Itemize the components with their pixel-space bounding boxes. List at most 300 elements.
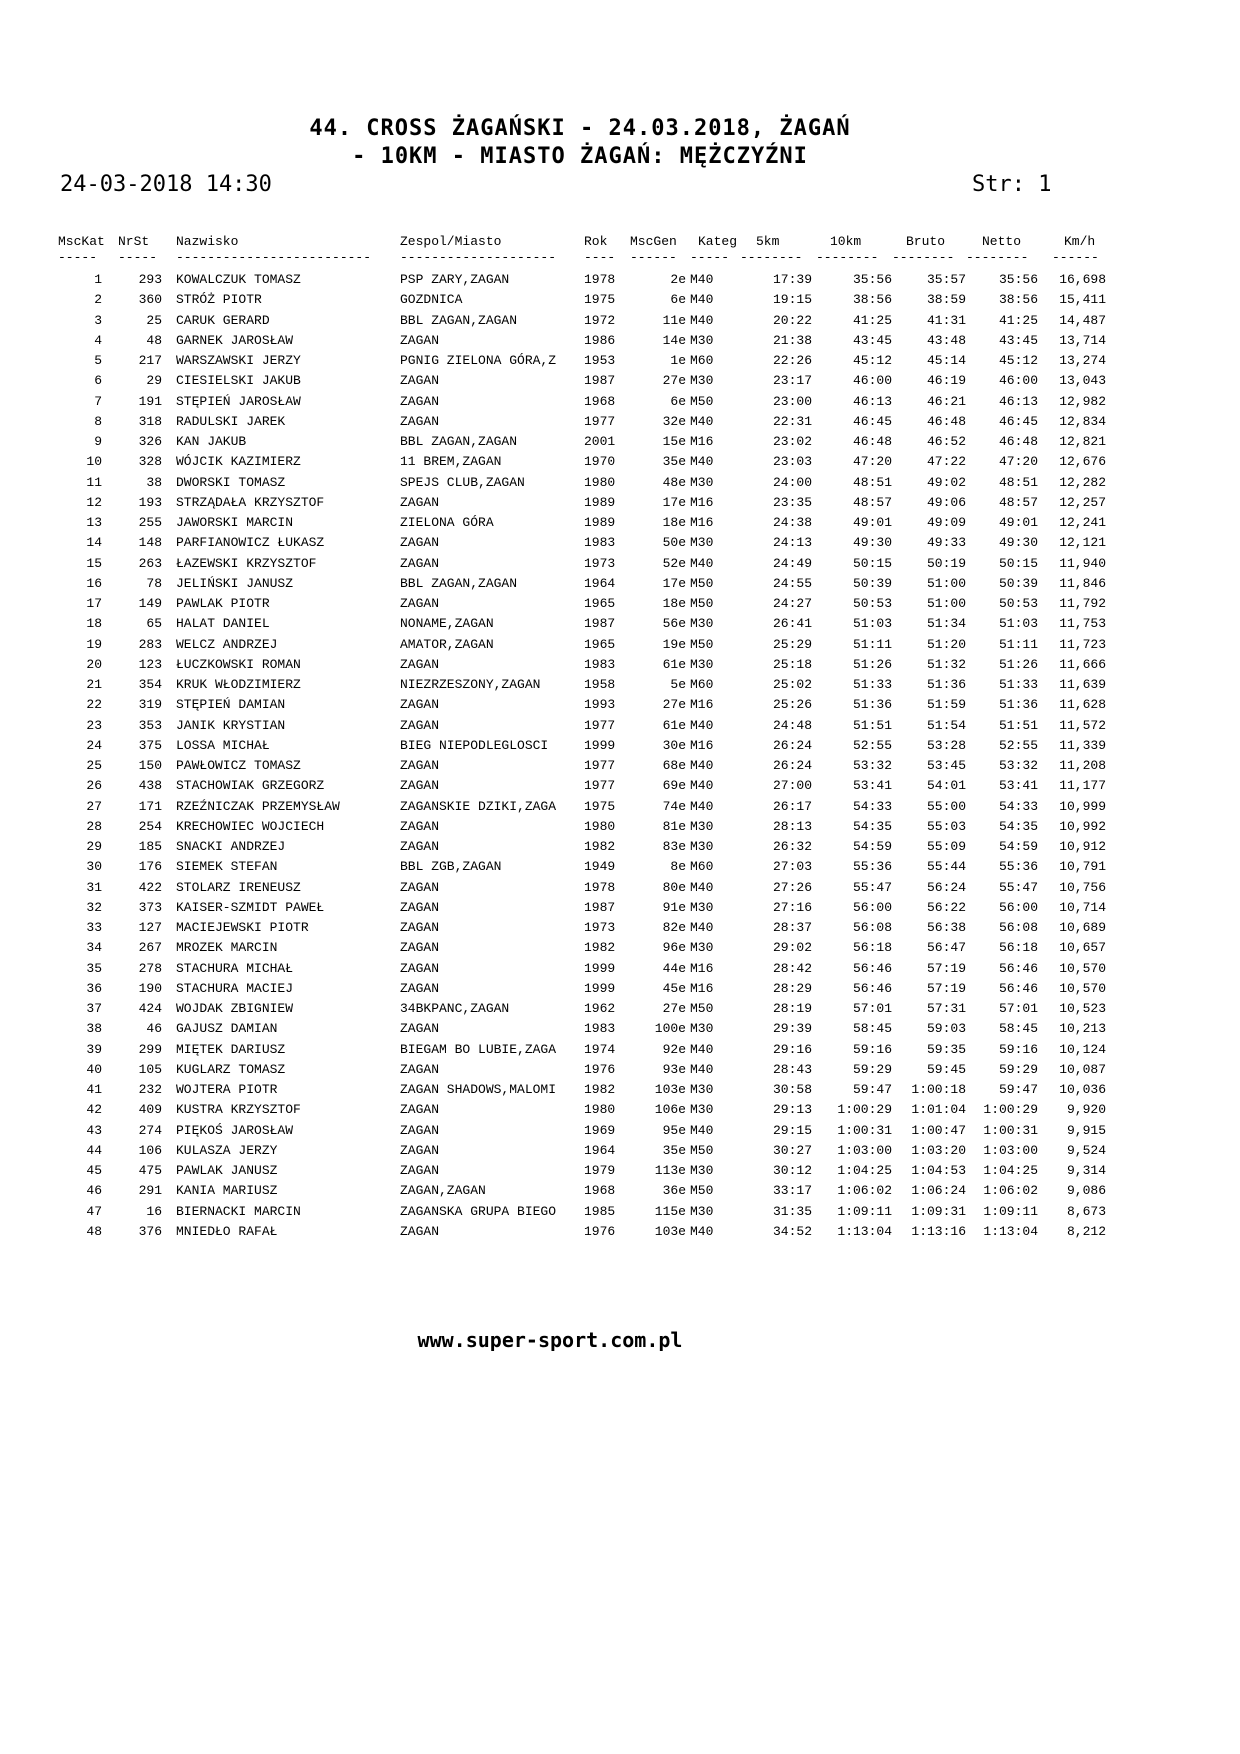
row-rok: 1970 (584, 454, 616, 470)
row-name: LOSSA MICHAŁ (176, 737, 270, 753)
row-netto: 57:01 (998, 1001, 1038, 1016)
row-bruto: 53:28 (926, 737, 966, 753)
row-mscgen: 30e (662, 737, 686, 753)
row-kateg: M30 (690, 535, 714, 551)
row-mscgen: 96e (662, 940, 686, 956)
row-5km: 29:16 (772, 1041, 812, 1057)
row-msckat: 13 (86, 515, 102, 530)
row-bruto: 1:04:53 (911, 1163, 966, 1178)
row-msckat: 7 (94, 393, 102, 409)
row-nrst: 185 (138, 839, 162, 854)
row-mscgen: 27e (662, 1001, 686, 1016)
dash-club: -------------------- (400, 250, 557, 265)
row-kateg: M40 (690, 758, 714, 773)
row-10km: 53:41 (852, 778, 892, 794)
row-10km: 41:25 (852, 312, 892, 328)
row-kateg: M30 (690, 940, 714, 956)
row-club: NONAME,ZAGAN (400, 616, 494, 632)
row-rok: 1949 (584, 859, 616, 875)
dash-rok: ---- (584, 250, 616, 265)
row-kmh: 9,920 (1066, 1102, 1106, 1118)
row-kmh: 13,274 (1059, 353, 1106, 368)
row-kmh: 10,036 (1059, 1082, 1106, 1097)
row-5km: 24:49 (772, 555, 812, 571)
dash-netto: -------- (966, 250, 1029, 265)
row-kmh: 10,087 (1059, 1061, 1106, 1077)
row-10km: 51:03 (852, 616, 892, 632)
row-club: 34BKPANC,ZAGAN (400, 1001, 510, 1016)
row-nrst: 424 (138, 1001, 162, 1016)
row-kateg: M40 (690, 798, 714, 814)
row-kmh: 14,487 (1059, 312, 1106, 328)
row-msckat: 42 (86, 1102, 102, 1118)
row-10km: 50:39 (852, 575, 892, 591)
row-club: ZAGAN (400, 1061, 440, 1077)
row-name: SNACKI ANDRZEJ (176, 839, 286, 854)
row-10km: 55:47 (852, 879, 892, 895)
row-rok: 1968 (584, 393, 616, 409)
row-5km: 28:29 (772, 980, 812, 996)
row-club: PGNIG ZIELONA GÓRA,Z (400, 353, 557, 368)
footer-url[interactable]: www.super-sport.com.pl (417, 1328, 683, 1352)
row-club: ZAGAN (400, 596, 440, 611)
row-name: PARFIANOWICZ ŁUKASZ (176, 535, 325, 551)
row-10km: 53:32 (852, 758, 892, 773)
row-5km: 26:17 (772, 798, 812, 814)
row-bruto: 46:48 (926, 413, 966, 429)
row-kmh: 11,666 (1059, 656, 1106, 672)
row-kmh: 11,792 (1059, 596, 1106, 611)
row-name: KANIA MARIUSZ (176, 1183, 278, 1199)
row-kateg: M40 (690, 555, 714, 571)
row-kmh: 12,676 (1059, 454, 1106, 470)
row-name: GARNEK JAROSŁAW (176, 332, 294, 348)
row-kateg: M30 (690, 1082, 714, 1097)
row-mscgen: 35e (662, 1142, 686, 1158)
row-bruto: 49:02 (926, 474, 966, 490)
row-5km: 22:26 (772, 353, 812, 368)
row-name: WARSZAWSKI JERZY (176, 353, 301, 368)
row-rok: 1982 (584, 1082, 616, 1097)
row-nrst: 16 (146, 1203, 162, 1219)
row-kmh: 10,213 (1059, 1021, 1106, 1037)
row-5km: 22:31 (772, 413, 812, 429)
row-netto: 1:09:11 (983, 1203, 1038, 1219)
row-10km: 59:47 (852, 1082, 892, 1097)
row-10km: 46:48 (852, 434, 892, 449)
row-mscgen: 103e (654, 1082, 686, 1097)
row-bruto: 1:13:16 (911, 1223, 966, 1239)
row-10km: 51:11 (852, 636, 892, 652)
row-name: SIEMEK STEFAN (176, 859, 278, 875)
row-kmh: 11,208 (1059, 758, 1106, 773)
row-bruto: 1:00:18 (911, 1082, 966, 1097)
row-msckat: 38 (86, 1021, 102, 1037)
row-10km: 48:51 (852, 474, 892, 490)
page-subtitle: - 10KM - MIASTO ŻAGAŃ: MĘŻCZYŹNI (352, 144, 808, 169)
row-5km: 29:02 (772, 940, 812, 956)
row-msckat: 10 (86, 454, 102, 470)
row-kateg: M40 (690, 879, 714, 895)
row-netto: 1:04:25 (983, 1163, 1038, 1178)
row-bruto: 54:01 (926, 778, 966, 794)
row-name: KAISER-SZMIDT PAWEŁ (176, 899, 325, 915)
row-mscgen: 69e (662, 778, 686, 794)
row-5km: 25:18 (772, 656, 812, 672)
row-msckat: 14 (86, 535, 102, 551)
row-msckat: 36 (86, 980, 102, 996)
row-msckat: 21 (86, 677, 102, 692)
row-10km: 48:57 (852, 494, 892, 510)
row-mscgen: 103e (654, 1223, 686, 1239)
row-5km: 23:17 (772, 373, 812, 389)
row-10km: 50:53 (852, 596, 892, 611)
row-mscgen: 56e (662, 616, 686, 632)
row-5km: 26:24 (772, 737, 812, 753)
row-msckat: 19 (86, 636, 102, 652)
row-nrst: 373 (138, 899, 162, 915)
row-msckat: 26 (86, 778, 102, 794)
row-kmh: 9,314 (1066, 1163, 1106, 1178)
row-netto: 48:51 (998, 474, 1038, 490)
row-msckat: 30 (86, 859, 102, 875)
header-nrst: NrSt (118, 234, 150, 249)
row-bruto: 51:36 (926, 677, 966, 692)
row-name: PIĘKOŚ JAROSŁAW (176, 1122, 294, 1138)
row-nrst: 78 (146, 575, 162, 591)
row-mscgen: 113e (654, 1163, 686, 1178)
row-5km: 23:00 (772, 393, 812, 409)
row-mscgen: 93e (662, 1061, 686, 1077)
row-netto: 54:59 (998, 839, 1038, 854)
row-kmh: 10,999 (1059, 798, 1106, 814)
row-msckat: 8 (94, 413, 102, 429)
row-club: AMATOR,ZAGAN (400, 636, 494, 652)
row-10km: 51:51 (852, 717, 892, 733)
row-5km: 30:58 (772, 1082, 812, 1097)
row-msckat: 39 (86, 1041, 102, 1057)
row-5km: 23:03 (772, 454, 812, 470)
row-10km: 54:33 (852, 798, 892, 814)
row-bruto: 59:03 (926, 1021, 966, 1037)
row-club: ZAGANSKIE DZIKI,ZAGA (400, 798, 557, 814)
row-netto: 52:55 (998, 737, 1038, 753)
row-nrst: 326 (138, 434, 162, 449)
row-rok: 1962 (584, 1001, 616, 1016)
row-bruto: 51:34 (926, 616, 966, 632)
row-nrst: 191 (138, 393, 162, 409)
row-5km: 24:27 (772, 596, 812, 611)
row-bruto: 51:00 (926, 575, 966, 591)
row-bruto: 47:22 (926, 454, 966, 470)
row-rok: 1969 (584, 1122, 616, 1138)
row-msckat: 20 (86, 656, 102, 672)
row-club: ZAGAN (400, 373, 440, 389)
row-club: ZAGAN (400, 535, 440, 551)
row-club: ZAGAN (400, 413, 440, 429)
row-bruto: 55:00 (926, 798, 966, 814)
row-mscgen: 15e (662, 434, 686, 449)
row-nrst: 123 (138, 656, 162, 672)
row-netto: 53:32 (998, 758, 1038, 773)
row-kmh: 12,241 (1059, 515, 1106, 530)
row-club: ZAGAN,ZAGAN (400, 1183, 486, 1199)
row-bruto: 56:47 (926, 940, 966, 956)
row-rok: 1986 (584, 332, 616, 348)
row-rok: 1979 (584, 1163, 616, 1178)
row-rok: 1965 (584, 596, 616, 611)
row-netto: 1:13:04 (983, 1223, 1038, 1239)
row-msckat: 32 (86, 899, 102, 915)
row-mscgen: 17e (662, 494, 686, 510)
row-netto: 59:16 (998, 1041, 1038, 1057)
row-mscgen: 61e (662, 717, 686, 733)
row-nrst: 291 (138, 1183, 162, 1199)
row-name: JANIK KRYSTIAN (176, 717, 286, 733)
row-netto: 46:13 (998, 393, 1038, 409)
row-5km: 24:38 (772, 515, 812, 530)
row-mscgen: 1e (670, 353, 686, 368)
header-5km: 5km (756, 234, 780, 249)
row-kmh: 10,689 (1059, 920, 1106, 935)
row-name: KUSTRA KRZYSZTOF (176, 1102, 301, 1118)
row-nrst: 171 (138, 798, 162, 814)
row-nrst: 354 (138, 677, 162, 692)
row-netto: 43:45 (998, 332, 1038, 348)
row-nrst: 150 (138, 758, 162, 773)
row-kmh: 11,177 (1059, 778, 1106, 794)
row-club: ZAGAN SHADOWS,MALOMI (400, 1082, 557, 1097)
row-rok: 1999 (584, 960, 616, 976)
row-kmh: 11,639 (1059, 677, 1106, 692)
row-msckat: 23 (86, 717, 102, 733)
row-10km: 46:00 (852, 373, 892, 389)
row-netto: 59:47 (998, 1082, 1038, 1097)
row-name: PAWLAK PIOTR (176, 596, 270, 611)
row-netto: 50:15 (998, 555, 1038, 571)
row-msckat: 27 (86, 798, 102, 814)
row-10km: 1:06:02 (837, 1183, 892, 1199)
row-kateg: M16 (690, 494, 714, 510)
row-10km: 55:36 (852, 859, 892, 875)
row-club: BBL ZAGAN,ZAGAN (400, 434, 518, 449)
row-msckat: 3 (94, 312, 102, 328)
row-name: DWORSKI TOMASZ (176, 474, 286, 490)
row-club: BBL ZAGAN,ZAGAN (400, 312, 518, 328)
row-name: KAN JAKUB (176, 434, 247, 449)
row-kmh: 10,523 (1059, 1001, 1106, 1016)
row-mscgen: 27e (662, 697, 686, 713)
row-kateg: M16 (690, 515, 714, 530)
row-bruto: 53:45 (926, 758, 966, 773)
row-name: STĘPIEŃ JAROSŁAW (176, 393, 301, 409)
row-kateg: M16 (690, 737, 714, 753)
row-kateg: M30 (690, 656, 714, 672)
row-club: ZAGAN (400, 656, 440, 672)
row-name: KUGLARZ TOMASZ (176, 1061, 286, 1077)
row-name: WELCZ ANDRZEJ (176, 636, 278, 652)
row-kmh: 10,570 (1059, 980, 1106, 996)
row-name: STĘPIEŃ DAMIAN (176, 697, 286, 713)
row-kmh: 8,212 (1066, 1223, 1106, 1239)
row-kmh: 12,121 (1059, 535, 1106, 551)
row-name: KRECHOWIEC WOJCIECH (176, 818, 325, 834)
row-bruto: 50:19 (926, 555, 966, 571)
row-netto: 1:03:00 (983, 1142, 1038, 1158)
row-kateg: M16 (690, 980, 714, 996)
row-nrst: 176 (138, 859, 162, 875)
row-msckat: 34 (86, 940, 102, 956)
row-5km: 29:39 (772, 1021, 812, 1037)
row-kmh: 11,628 (1059, 697, 1106, 713)
row-rok: 1965 (584, 636, 616, 652)
row-kmh: 12,834 (1059, 413, 1106, 429)
row-kmh: 12,257 (1059, 494, 1106, 510)
row-name: JAWORSKI MARCIN (176, 515, 294, 530)
row-rok: 1976 (584, 1061, 616, 1077)
row-name: MACIEJEWSKI PIOTR (176, 920, 309, 935)
row-bruto: 46:21 (926, 393, 966, 409)
row-kateg: M40 (690, 272, 714, 287)
row-rok: 1978 (584, 272, 616, 287)
row-netto: 51:03 (998, 616, 1038, 632)
row-msckat: 15 (86, 555, 102, 571)
row-mscgen: 17e (662, 575, 686, 591)
row-nrst: 255 (138, 515, 162, 530)
row-kateg: M40 (690, 778, 714, 794)
row-kateg: M30 (690, 616, 714, 632)
row-name: RZEŹNICZAK PRZEMYSŁAW (176, 798, 340, 814)
row-kateg: M40 (690, 312, 714, 328)
print-datetime: 24-03-2018 14:30 (60, 172, 272, 197)
row-10km: 43:45 (852, 332, 892, 348)
row-mscgen: 6e (670, 393, 686, 409)
row-nrst: 376 (138, 1223, 162, 1239)
row-nrst: 375 (138, 737, 162, 753)
row-msckat: 16 (86, 575, 102, 591)
row-rok: 1974 (584, 1041, 616, 1057)
row-nrst: 267 (138, 940, 162, 956)
row-kateg: M50 (690, 636, 714, 652)
row-10km: 56:08 (852, 920, 892, 935)
row-club: NIEZRZESZONY,ZAGAN (400, 677, 541, 692)
row-msckat: 22 (86, 697, 102, 713)
row-bruto: 56:24 (926, 879, 966, 895)
row-10km: 50:15 (852, 555, 892, 571)
row-rok: 1999 (584, 980, 616, 996)
row-kmh: 10,124 (1059, 1041, 1106, 1057)
row-msckat: 6 (94, 373, 102, 389)
row-kmh: 11,846 (1059, 575, 1106, 591)
row-rok: 1975 (584, 292, 616, 308)
row-club: ZAGAN (400, 1223, 440, 1239)
row-netto: 1:06:02 (983, 1183, 1038, 1199)
row-mscgen: 18e (662, 596, 686, 611)
row-5km: 24:00 (772, 474, 812, 490)
row-mscgen: 115e (654, 1203, 686, 1219)
row-msckat: 43 (86, 1122, 102, 1138)
row-netto: 54:35 (998, 818, 1038, 834)
row-msckat: 17 (86, 596, 102, 611)
row-rok: 1964 (584, 1142, 616, 1158)
row-mscgen: 8e (670, 859, 686, 875)
row-name: BIERNACKI MARCIN (176, 1203, 301, 1219)
row-netto: 56:00 (998, 899, 1038, 915)
row-5km: 27:03 (772, 859, 812, 875)
row-10km: 49:01 (852, 515, 892, 530)
row-club: PSP ZARY,ZAGAN (400, 272, 510, 287)
row-rok: 1983 (584, 535, 616, 551)
row-kateg: M30 (690, 1021, 714, 1037)
row-kmh: 13,043 (1059, 373, 1106, 389)
row-netto: 47:20 (998, 454, 1038, 470)
row-kmh: 11,940 (1059, 555, 1106, 571)
row-kmh: 12,821 (1059, 434, 1106, 449)
row-bruto: 59:35 (926, 1041, 966, 1057)
row-kmh: 10,992 (1059, 818, 1106, 834)
row-kmh: 16,698 (1059, 272, 1106, 287)
row-msckat: 48 (86, 1223, 102, 1239)
row-rok: 1968 (584, 1183, 616, 1199)
row-nrst: 254 (138, 818, 162, 834)
row-club: ZAGANSKA GRUPA BIEGO (400, 1203, 557, 1219)
row-bruto: 1:01:04 (911, 1102, 966, 1118)
row-mscgen: 48e (662, 474, 686, 490)
row-club: ZAGAN (400, 1142, 440, 1158)
row-10km: 45:12 (852, 353, 892, 368)
row-rok: 1973 (584, 555, 616, 571)
row-msckat: 31 (86, 879, 102, 895)
row-mscgen: 83e (662, 839, 686, 854)
row-name: MROZEK MARCIN (176, 940, 278, 956)
row-5km: 28:42 (772, 960, 812, 976)
row-10km: 1:09:11 (837, 1203, 892, 1219)
row-name: STACHURA MACIEJ (176, 980, 294, 996)
row-netto: 51:26 (998, 656, 1038, 672)
row-netto: 51:33 (998, 677, 1038, 692)
row-rok: 1973 (584, 920, 616, 935)
row-rok: 1985 (584, 1203, 616, 1219)
row-5km: 26:32 (772, 839, 812, 854)
row-name: CARUK GERARD (176, 312, 270, 328)
row-mscgen: 14e (662, 332, 686, 348)
row-msckat: 11 (86, 474, 102, 490)
row-10km: 56:00 (852, 899, 892, 915)
row-rok: 1975 (584, 798, 616, 814)
row-name: ŁUCZKOWSKI ROMAN (176, 656, 301, 672)
row-bruto: 56:38 (926, 920, 966, 935)
row-msckat: 24 (86, 737, 102, 753)
header-bruto: Bruto (906, 234, 946, 249)
row-bruto: 46:52 (926, 434, 966, 449)
row-mscgen: 61e (662, 656, 686, 672)
row-mscgen: 68e (662, 758, 686, 773)
row-5km: 26:41 (772, 616, 812, 632)
row-netto: 56:46 (998, 980, 1038, 996)
row-nrst: 48 (146, 332, 162, 348)
row-rok: 1958 (584, 677, 616, 692)
row-rok: 1980 (584, 1102, 616, 1118)
row-nrst: 65 (146, 616, 162, 632)
row-nrst: 475 (138, 1163, 162, 1178)
row-nrst: 217 (138, 353, 162, 368)
row-name: STRÓŻ PIOTR (176, 292, 262, 308)
row-netto: 49:01 (998, 515, 1038, 530)
row-kmh: 11,572 (1059, 717, 1106, 733)
row-rok: 1977 (584, 717, 616, 733)
row-club: ZAGAN (400, 879, 440, 895)
row-bruto: 1:00:47 (911, 1122, 966, 1138)
